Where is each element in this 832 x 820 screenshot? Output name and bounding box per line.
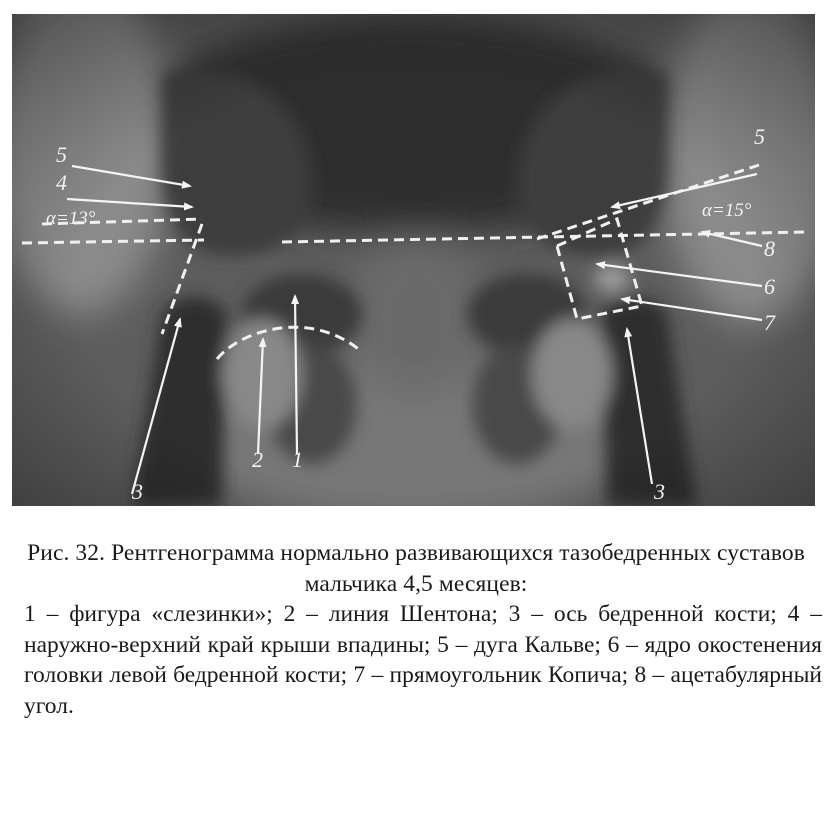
label-6: 6: [764, 274, 775, 299]
label-5-right: 5: [754, 124, 765, 149]
label-4-left: 4: [56, 170, 67, 195]
xray-figure: [12, 14, 815, 506]
label-8: 8: [764, 236, 775, 261]
label-angle-left: α=13°: [46, 208, 96, 229]
label-7: 7: [764, 310, 775, 335]
label-angle-right: α=15°: [702, 200, 752, 221]
label-5-left: 5: [56, 142, 67, 167]
label-3-right: 3: [654, 479, 665, 504]
caption-legend: 1 – фигура «слезинки»; 2 – линия Шентона; 3 – ось бедренной кости; 4 – наружно-верхний край крыши впадины; 5 – дуга Кальве; 6 – ядро окостенения головки левой бедренной кости; 7 – прямоугольник Копича; 8 – ацетабулярный угол.: [24, 601, 822, 719]
label-1: 1: [292, 447, 303, 472]
label-2: 2: [252, 447, 263, 472]
label-3-left: 3: [132, 479, 143, 504]
figure-caption: [10, 538, 822, 721]
caption-title: Рис. 32. Рентгенограмма нормально развивающихся тазобедренных суставов мальчика 4,5 месяцев:: [27, 540, 805, 597]
